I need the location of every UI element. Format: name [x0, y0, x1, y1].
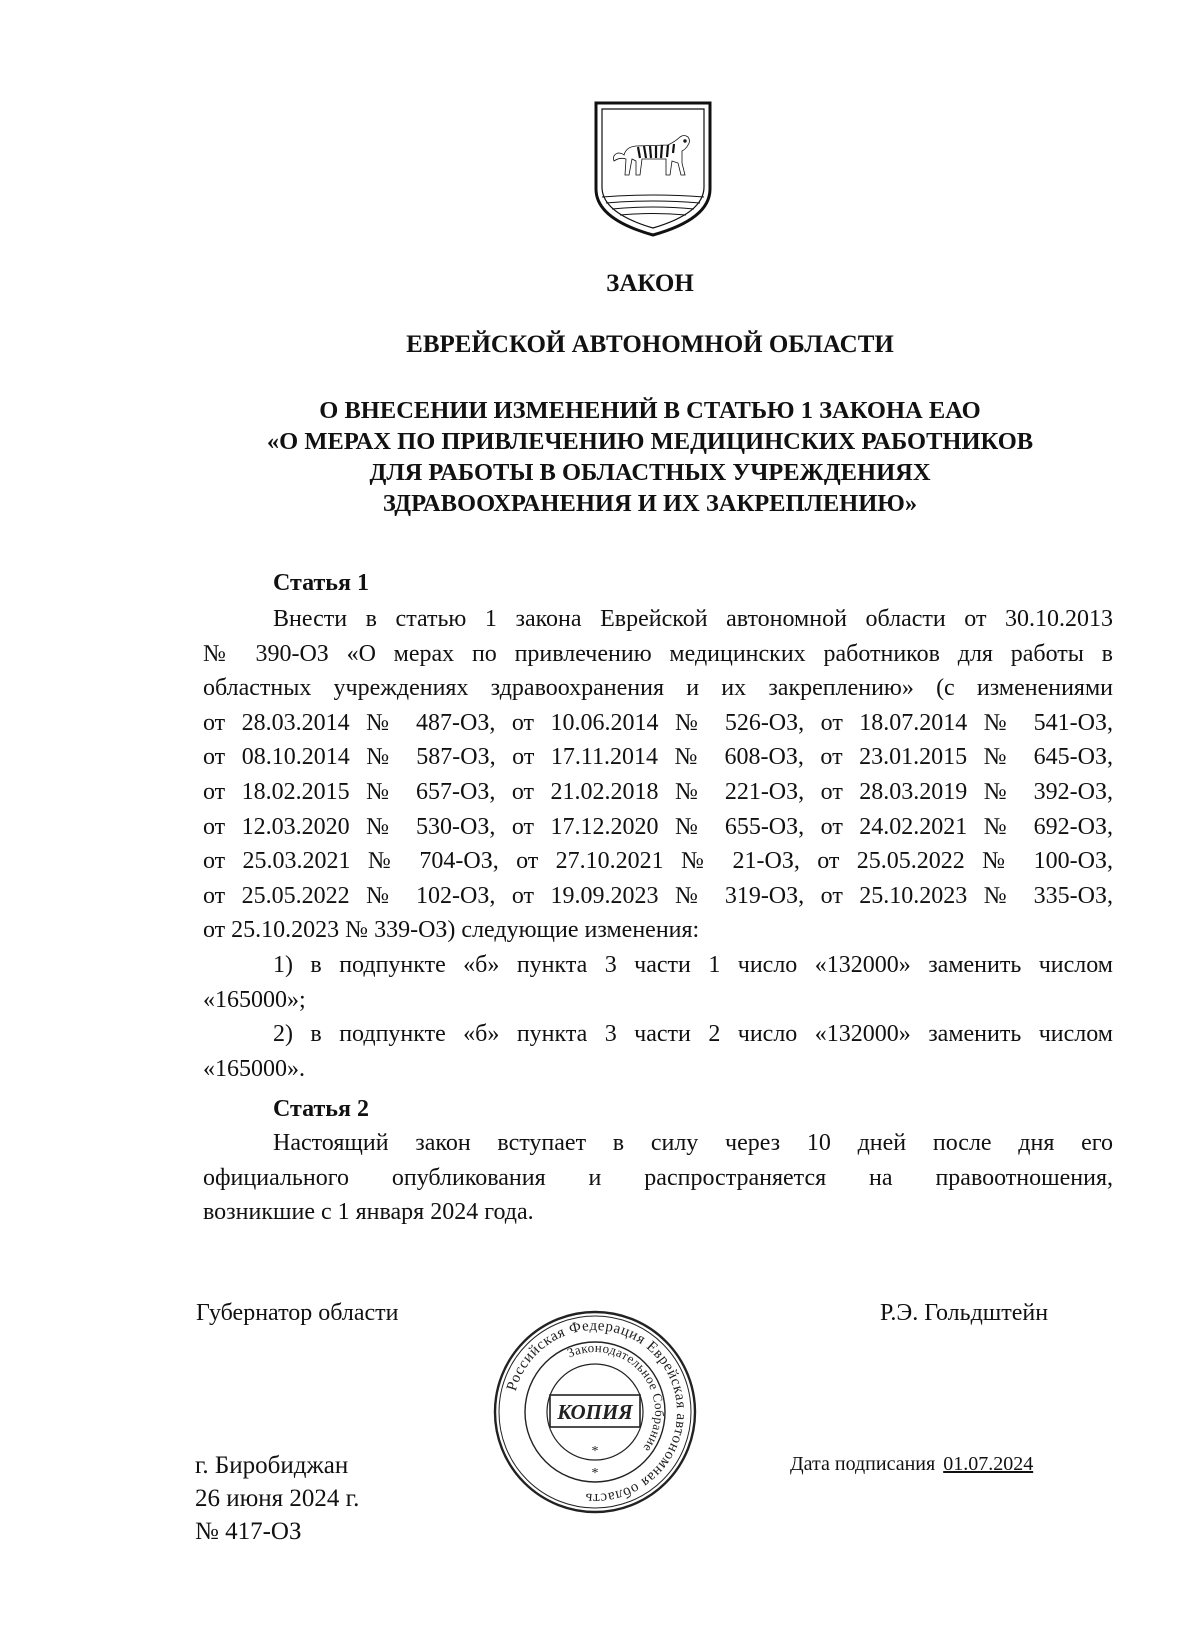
subject-line: ДЛЯ РАБОТЫ В ОБЛАСТНЫХ УЧРЕЖДЕНИЯХ [369, 459, 931, 486]
place-city: г. Биробиджан [195, 1452, 349, 1479]
text-line: от 25.10.2023 № 339-ОЗ) следующие изменения: [203, 917, 700, 944]
seal-inner-text: Законодательное Собрание [564, 1339, 668, 1456]
text-line: 2) в подпункте «б» пункта 3 части 2 число «132000» заменить числом [273, 1021, 1113, 1048]
text-line: от 28.03.2014 № 487-ОЗ, от 10.06.2014 № 526-ОЗ, от 18.07.2014 № 541-ОЗ, [203, 709, 1113, 736]
text-line: от 08.10.2014 № 587-ОЗ, от 17.11.2014 № 608-ОЗ, от 23.01.2015 № 645-ОЗ, [203, 744, 1113, 771]
seal-center-text: КОПИЯ [557, 1400, 633, 1424]
svg-text:*: * [591, 1444, 599, 1459]
text-line: Внести в статью 1 закона Еврейской автономной области от 30.10.2013 [273, 606, 1113, 632]
text-line: от 18.02.2015 № 657-ОЗ, от 21.02.2018 № 221-ОЗ, от 28.03.2019 № 392-ОЗ, [203, 778, 1113, 805]
article-2-body [203, 1126, 1113, 1230]
signing-date-value: 01.07.2024 [943, 1453, 1034, 1475]
article-1-heading: Статья 1 [273, 570, 369, 596]
region-heading: ЕВРЕЙСКОЙ АВТОНОМНОЙ ОБЛАСТИ [406, 331, 894, 358]
seal-outer-text: Российская Федерация Еврейская автономная область [503, 1317, 690, 1507]
signing-date-line [790, 1453, 1033, 1476]
adoption-date: 26 июня 2024 г. [195, 1485, 360, 1512]
subject-line: «О МЕРАХ ПО ПРИВЛЕЧЕНИЮ МЕДИЦИНСКИХ РАБОТНИКОВ [266, 428, 1034, 455]
signatory-name: Р.Э. Гольдштейн [880, 1300, 1049, 1326]
text-line: 1) в подпункте «б» пункта 3 части 1 число «132000» заменить числом [273, 951, 1113, 978]
article-1-body [203, 602, 1113, 1086]
text-line: возникшие с 1 января 2024 года. [203, 1199, 534, 1226]
signatory-position: Губернатор области [196, 1300, 399, 1326]
subject-line: О ВНЕСЕНИИ ИЗМЕНЕНИЙ В СТАТЬЮ 1 ЗАКОНА ЕАО [319, 397, 981, 424]
svg-text:*: * [591, 1466, 599, 1481]
signing-date-label: Дата подписания [790, 1453, 936, 1475]
coat-of-arms-tiger-icon [592, 97, 714, 239]
text-line: от 25.03.2021 № 704-ОЗ, от 27.10.2021 № 21-ОЗ, от 25.05.2022 № 100-ОЗ, [203, 848, 1113, 875]
law-subject-title [200, 395, 1100, 519]
text-line: Настоящий закон вступает в силу через 10 дней после дня его [273, 1130, 1113, 1156]
text-line: областных учреждениях здравоохранения и их закреплению» (с изменениями [203, 675, 1113, 702]
subject-line: ЗДРАВООХРАНЕНИЯ И ИХ ЗАКРЕПЛЕНИЮ» [382, 490, 918, 517]
official-seal-icon [490, 1307, 700, 1517]
document-type-heading: ЗАКОН [606, 270, 694, 297]
text-line: от 25.05.2022 № 102-ОЗ, от 19.09.2023 № 319-ОЗ, от 25.10.2023 № 335-ОЗ, [203, 882, 1113, 909]
text-line: № 390-ОЗ «О мерах по привлечению медицинских работников для работы в [203, 640, 1113, 667]
text-line: официального опубликования и распространяется на правоотношения, [203, 1164, 1113, 1191]
law-number: № 417-ОЗ [195, 1518, 302, 1545]
text-line: от 12.03.2020 № 530-ОЗ, от 17.12.2020 № 655-ОЗ, от 24.02.2021 № 692-ОЗ, [203, 813, 1113, 840]
article-2-heading: Статья 2 [273, 1096, 369, 1122]
text-line: «165000». [203, 1055, 305, 1082]
text-line: «165000»; [203, 986, 306, 1013]
